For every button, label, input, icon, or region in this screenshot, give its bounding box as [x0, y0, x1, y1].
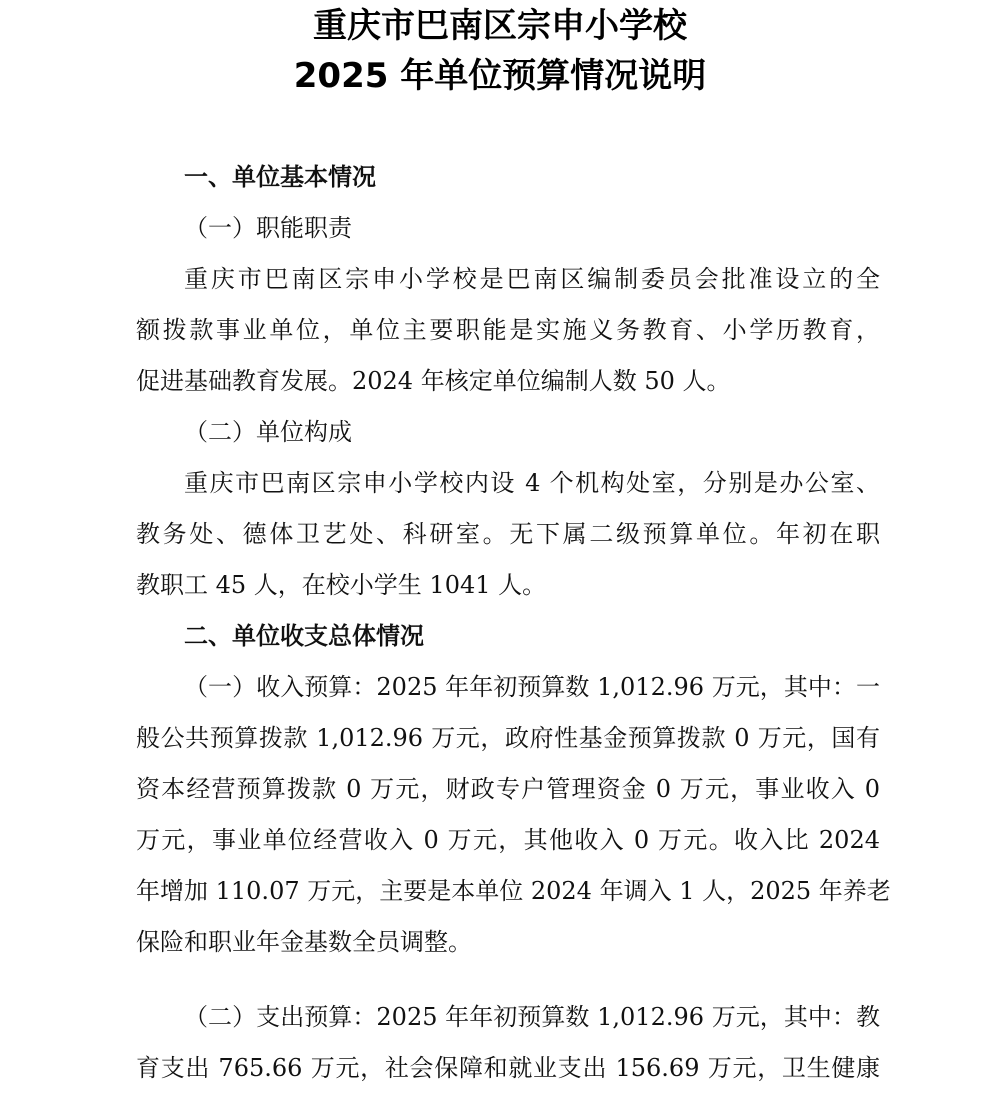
paragraph-line: 般公共预算拨款 1,012.96 万元，政府性基金预算拨款 0 万元，国有	[136, 724, 880, 752]
subheading-structure: （二）单位构成	[184, 418, 352, 446]
paragraph-line: 年增加 110.07 万元，主要是本单位 2024 年调入 1 人，2025 年养老	[136, 877, 891, 905]
section-heading-revenue-expenditure: 二、单位收支总体情况	[184, 622, 424, 650]
document-title-line-2: 2025 年单位预算情况说明	[293, 56, 707, 96]
document-body	[136, 152, 891, 1094]
paragraph-line: （二）支出预算：2025 年年初预算数 1,012.96 万元，其中：教	[184, 1003, 880, 1031]
paragraph-line: 重庆市巴南区宗申小学校是巴南区编制委员会批准设立的全	[184, 265, 880, 293]
section-heading-basic-info: 一、单位基本情况	[184, 163, 376, 191]
paragraph-line: 重庆市巴南区宗申小学校内设 4 个机构处室，分别是办公室、	[184, 469, 880, 497]
paragraph-line: 保险和职业年金基数全员调整。	[136, 928, 472, 956]
document-title-line-1: 重庆市巴南区宗申小学校	[313, 6, 687, 46]
paragraph-line: 教务处、德体卫艺处、科研室。无下属二级预算单位。年初在职	[136, 520, 880, 548]
paragraph-line: 育支出 765.66 万元，社会保障和就业支出 156.69 万元，卫生健康	[136, 1054, 880, 1082]
paragraph-line: 额拨款事业单位，单位主要职能是实施义务教育、小学历教育，	[136, 316, 880, 344]
paragraph-line: 资本经营预算拨款 0 万元，财政专户管理资金 0 万元，事业收入 0	[136, 775, 880, 803]
paragraph-line: 万元，事业单位经营收入 0 万元，其他收入 0 万元。收入比 2024	[136, 826, 880, 854]
paragraph-line: 教职工 45 人，在校小学生 1041 人。	[136, 571, 547, 599]
subheading-functions: （一）职能职责	[184, 214, 352, 242]
paragraph-line: 促进基础教育发展。2024 年核定单位编制人数 50 人。	[136, 367, 731, 395]
paragraph-line: （一）收入预算：2025 年年初预算数 1,012.96 万元，其中：一	[184, 673, 880, 701]
paragraph-gap	[136, 968, 880, 992]
